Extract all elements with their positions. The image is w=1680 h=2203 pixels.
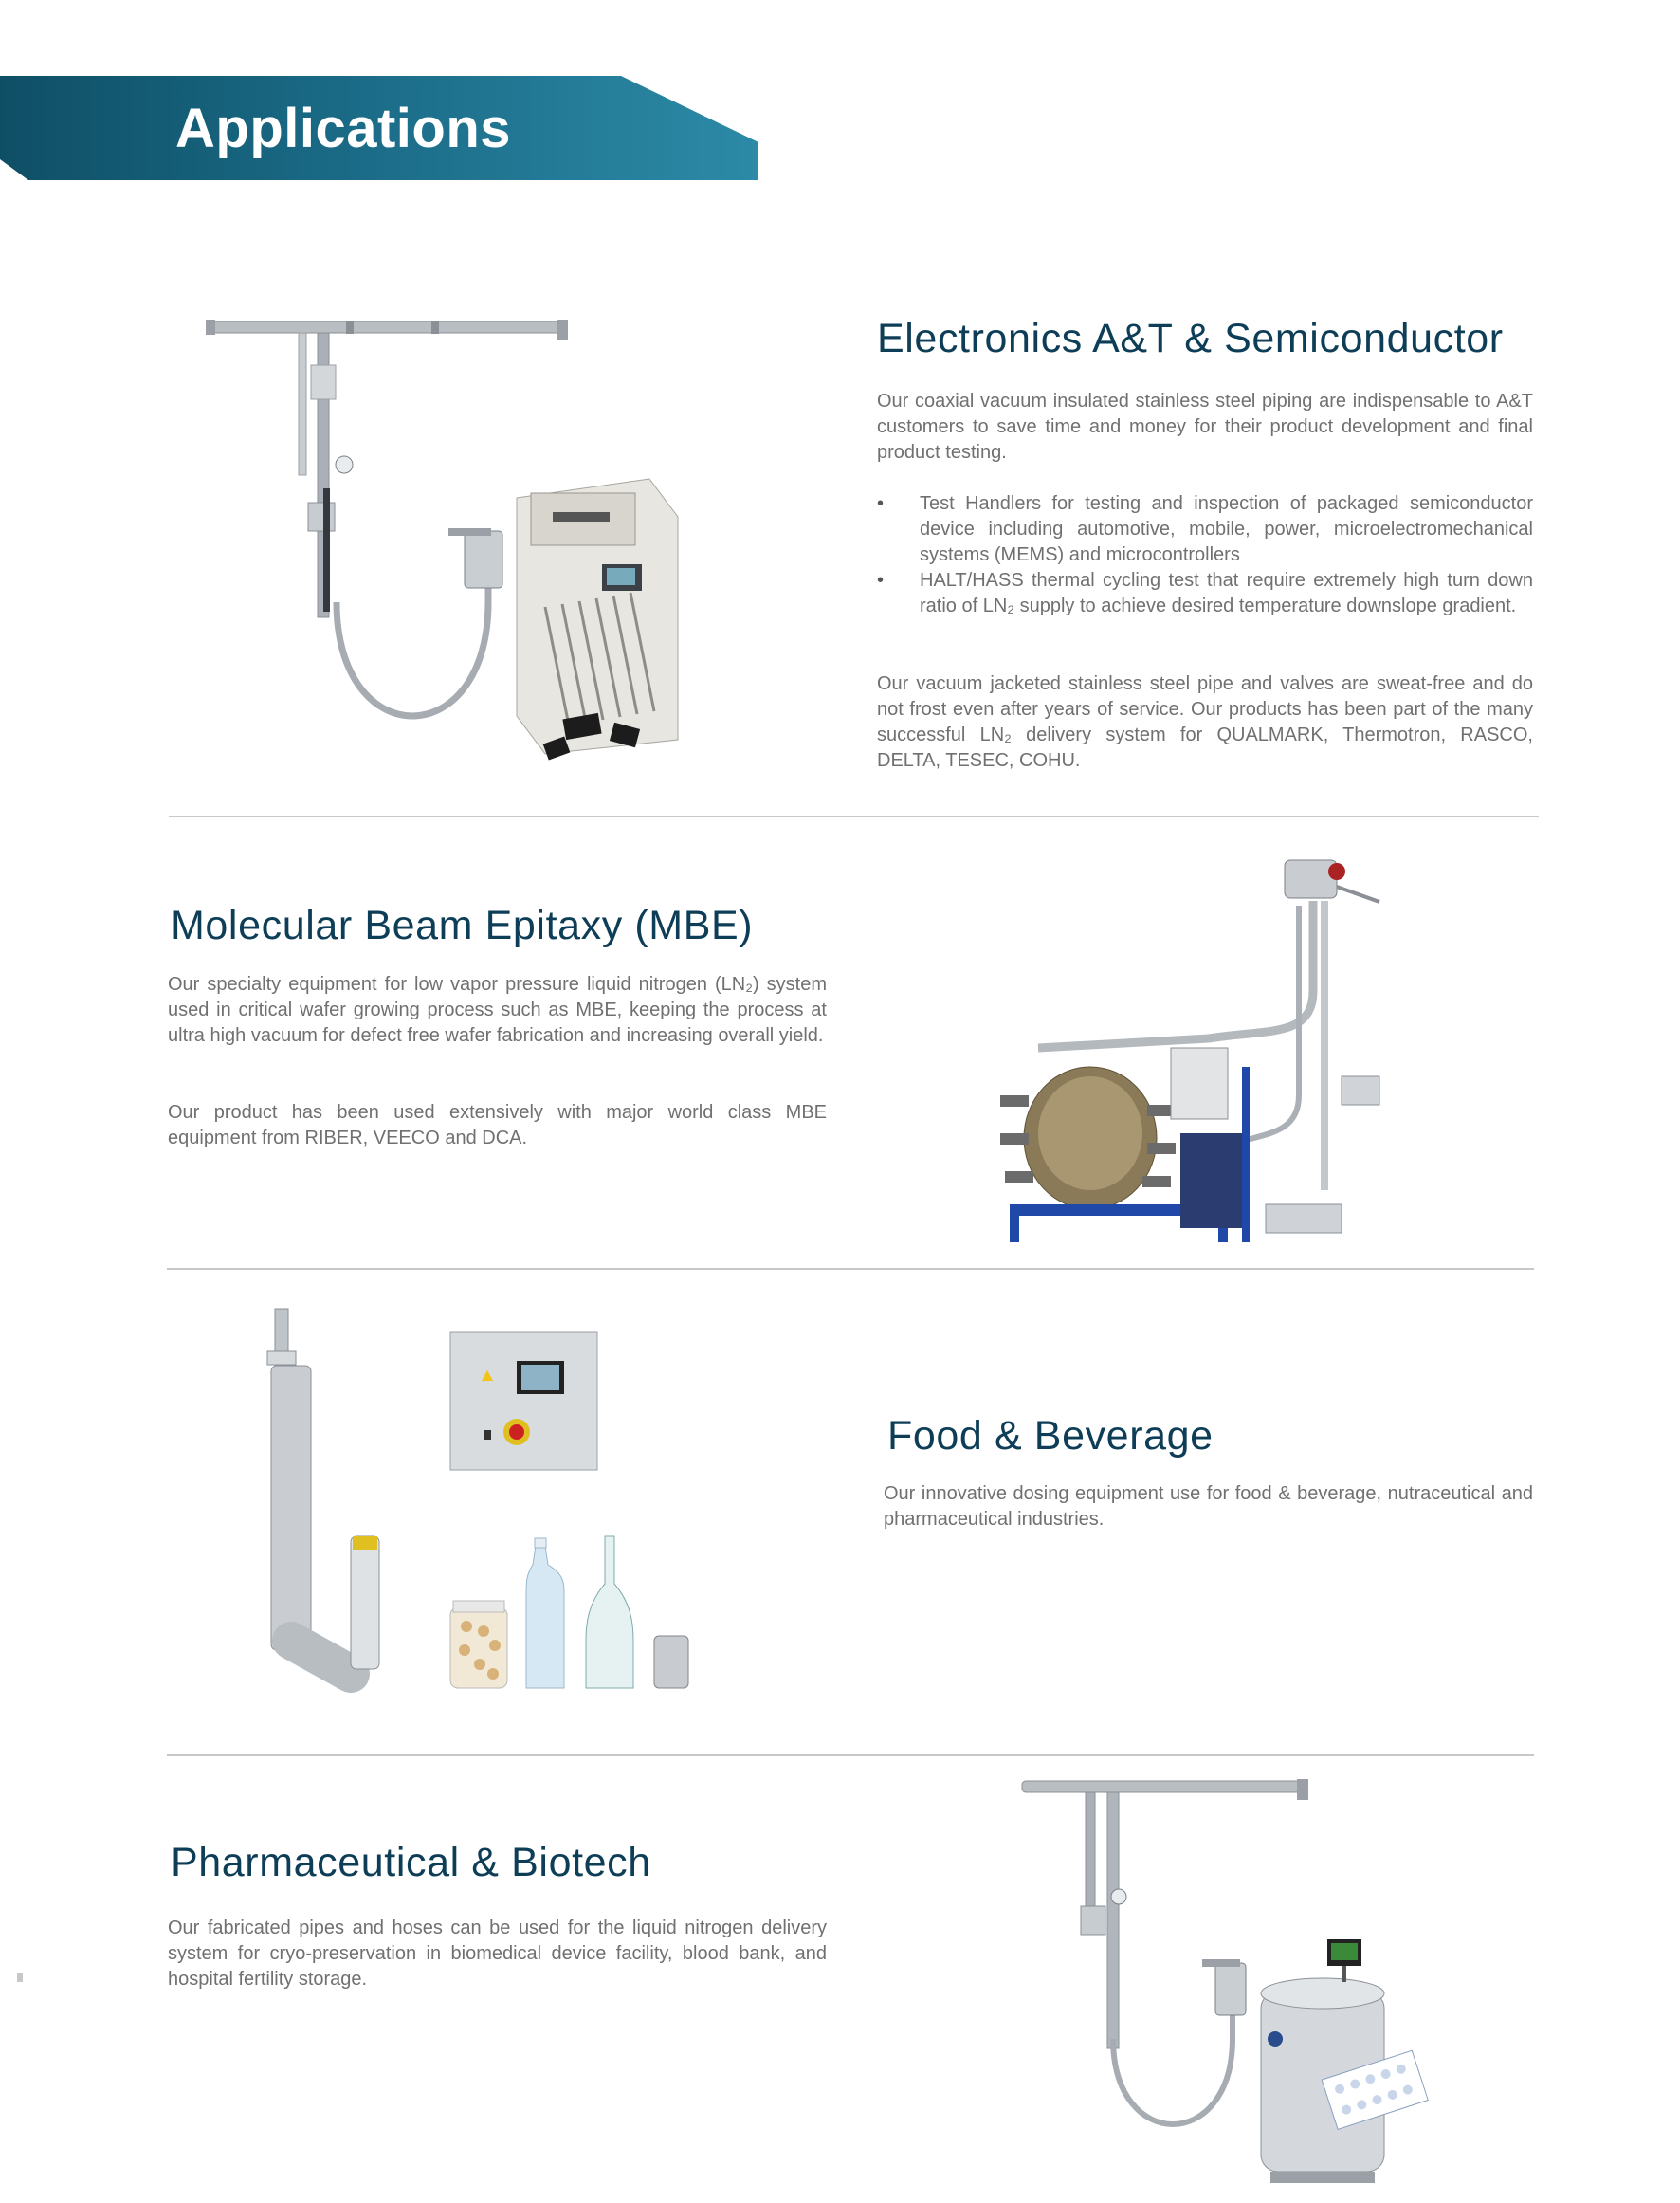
- electronics-intro: Our coaxial vacuum insulated stainless steel piping are indispensable to A&T customers to save time and money for their product development and final product testing.: [877, 391, 1533, 463]
- pharma-paragraph: Our fabricated pipes and hoses can be used for the liquid nitrogen delivery system for cryo-preservation in biomedical device facility, blood bank, and hospital fertility storage.: [168, 1918, 827, 1990]
- mbe-title: Molecular Beam Epitaxy (MBE): [171, 903, 754, 948]
- mbe-system-image: [981, 849, 1398, 1247]
- list-item: • HALT/HASS thermal cycling test that require extremely high turn down ratio of LN₂ supply to achieve desired temperature downslope gradient.: [877, 568, 1533, 619]
- pharma-equipment-image: [1014, 1773, 1432, 2191]
- section-divider: [169, 816, 1539, 817]
- electronics-title: Electronics A&T & Semiconductor: [877, 316, 1504, 361]
- mbe-paragraph-2: Our product has been used extensively with major world class MBE equipment from RIBER, VEECO and DCA.: [168, 1102, 827, 1148]
- electronics-bullet-list: [877, 491, 1533, 619]
- section-divider: [167, 1754, 1534, 1756]
- mbe-paragraph-1: Our specialty equipment for low vapor pressure liquid nitrogen (LN₂) system used in critical wafer growing process such as MBE, keeping the process at ultra high vacuum for defect free wafer fabrication and increasing overall yield.: [168, 974, 827, 1046]
- pharma-title: Pharmaceutical & Biotech: [171, 1840, 651, 1885]
- electronics-closing: Our vacuum jacketed stainless steel pipe and valves are sweat-free and do not frost even after years of service. Our products has been part of the many successful LN₂ delivery system for QUALMARK, Thermotron, RASCO, DELTA, TESEC, COHU.: [877, 673, 1533, 771]
- food-beverage-image: [256, 1299, 711, 1707]
- food-beverage-title: Food & Beverage: [887, 1413, 1214, 1459]
- electronics-equipment-image: [204, 308, 697, 768]
- food-beverage-paragraph: Our innovative dosing equipment use for food & beverage, nutraceutical and pharmaceutical industries.: [884, 1483, 1533, 1530]
- page-title: Applications: [175, 98, 512, 159]
- page-marker: [17, 1973, 23, 1982]
- list-item: • Test Handlers for testing and inspection of packaged semiconductor device including automotive, mobile, power, microelectromechanical systems (MEMS) and microcontrollers: [877, 491, 1533, 568]
- section-divider: [167, 1268, 1534, 1270]
